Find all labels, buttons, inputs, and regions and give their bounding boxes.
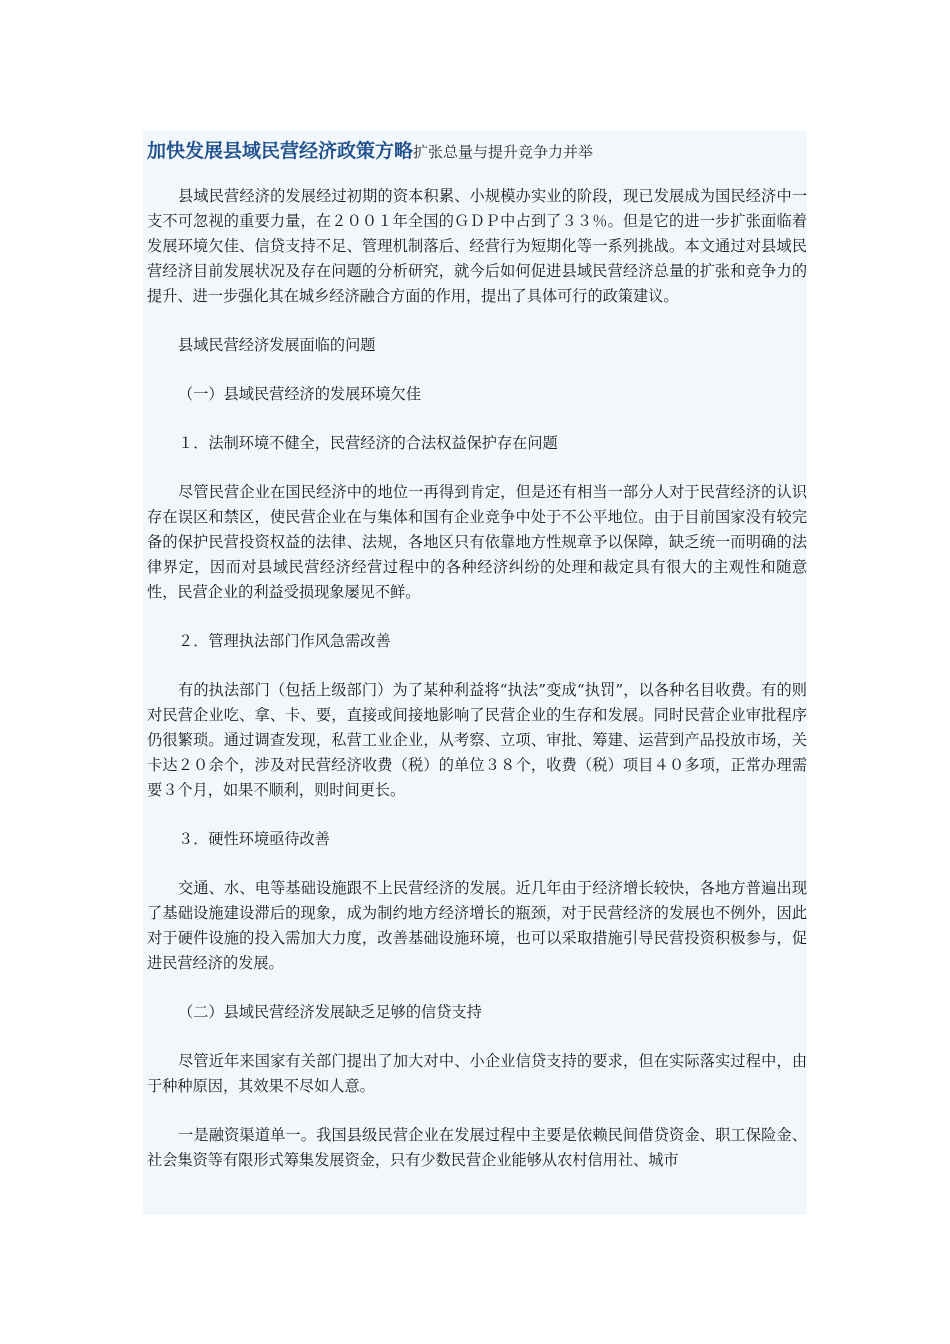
point-heading: ２．管理执法部门作风急需改善 (178, 632, 391, 650)
page-subtitle: 扩张总量与提升竞争力并举 (413, 143, 594, 161)
body-paragraph: 有的执法部门（包括上级部门）为了某种利益将“执法”变成“执罚”，以各种名目收费。有的则对民营企业吃、拿、卡、要，直接或间接地影响了民营企业的生存和发展。同时民营企业审批程序仍很繁琐。通过调查发现，私营工业企业，从考察、立项、审批、筹建、运营到产品投放市场，关卡达２０余个，涉及对民营经济收费（税）的单位３８个，收费（税）项目４０多项，正常办理需要３个月，如果不顺利，则时间更长。 (147, 681, 807, 799)
body-paragraph: 交通、水、电等基础设施跟不上民营经济的发展。近几年由于经济增长较快，各地方普遍出现了基础设施建设滞后的现象，成为制约地方经济增长的瓶颈，对于民营经济的发展也不例外，因此对于硬件设施的投入需加大力度，改善基础设施环境，也可以采取措施引导民营投资积极参与，促进民营经济的发展。 (147, 879, 807, 972)
document-body (143, 137, 807, 1173)
title-row (147, 137, 807, 166)
page-title: 加快发展县域民营经济政策方略 (147, 140, 414, 162)
document-page (143, 131, 807, 1215)
subsection-heading: （二）县域民营经济发展缺乏足够的信贷支持 (178, 1003, 482, 1021)
body-paragraph: 尽管近年来国家有关部门提出了加大对中、小企业信贷支持的要求，但在实际落实过程中，由于种种原因，其效果不尽如人意。 (147, 1052, 807, 1095)
point-heading: １．法制环境不健全，民营经济的合法权益保护存在问题 (178, 434, 558, 452)
intro-paragraph: 县域民营经济的发展经过初期的资本积累、小规模办实业的阶段，现已发展成为国民经济中一支不可忽视的重要力量，在２００１年全国的ＧＤＰ中占到了３３％。但是它的进一步扩张面临着发展环境欠佳、信贷支持不足、管理机制落后、经营行为短期化等一系列挑战。本文通过对县域民营经济目前发展状况及存在问题的分析研究，就今后如何促进县域民营经济总量的扩张和竞争力的提升、进一步强化其在城乡经济融合方面的作用，提出了具体可行的政策建议。 (147, 187, 807, 305)
section-heading: 县域民营经济发展面临的问题 (178, 336, 376, 354)
point-heading: ３．硬性环境亟待改善 (178, 830, 330, 848)
body-paragraph: 一是融资渠道单一。我国县级民营企业在发展过程中主要是依赖民间借贷资金、职工保险金、社会集资等有限形式筹集发展资金，只有少数民营企业能够从农村信用社、城市 (147, 1126, 807, 1169)
subsection-heading: （一）县域民营经济的发展环境欠佳 (178, 385, 421, 403)
body-paragraph: 尽管民营企业在国民经济中的地位一再得到肯定，但是还有相当一部分人对于民营经济的认识存在误区和禁区，使民营企业在与集体和国有企业竞争中处于不公平地位。由于目前国家没有较完备的保护民营投资权益的法律、法规，各地区只有依靠地方性规章予以保障，缺乏统一而明确的法律界定，因而对县域民营经济经营过程中的各种经济纠纷的处理和裁定具有很大的主观性和随意性，民营企业的利益受损现象屡见不鲜。 (147, 483, 807, 601)
